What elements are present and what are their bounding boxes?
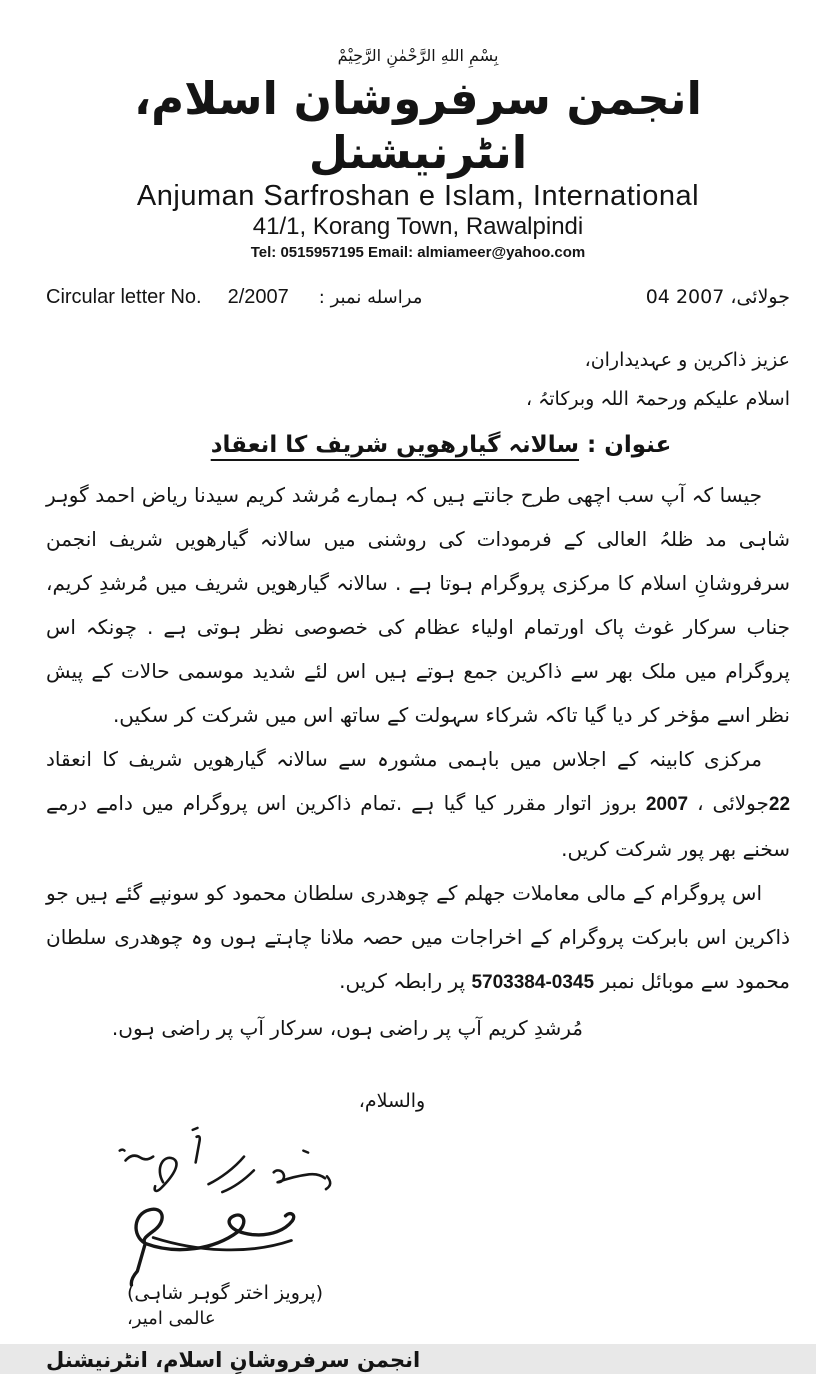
org-contact: Tel: 0515957195 Email: almiameer@yahoo.com [250, 244, 586, 261]
salutation [46, 341, 790, 419]
circular-letter-number: 2/2007 [227, 286, 289, 308]
signature-image [96, 1121, 396, 1279]
signer-org: انجمن سرفروشانِ اسلام، انٹرنیشنل [46, 1348, 421, 1372]
body-paragraph-2-text-end: بروز اتوار مقرر کیا گیا ہے .تمام ذاکرین اس پروگرام میں دامے درمے سخنے بھر پور شرکت کریں. [46, 791, 790, 861]
signer-title: عالمی امیر، [127, 1308, 216, 1329]
subject-text: سالانہ گیارھویں شریف کا انعقاد [210, 432, 580, 458]
letter-date: 04 جولائی، 2007 [645, 286, 790, 308]
circular-letter-label: Circular letter No. [46, 286, 202, 308]
org-title-english: Anjuman Sarfroshan e Islam, International [136, 180, 700, 212]
body-paragraph-3-text: اس پروگرام کے مالی معاملات جھلم کے چوھدری سلطان محمود کو سونپے گئے ہیں جو ذاکرین اس بابرکت پروگرام کے اخراجات میں حصہ ملانا چاہتے ہوں وہ چوھدری سلطان محمود سے موبائل نمبر [46, 881, 790, 993]
signer-block [46, 1281, 790, 1374]
body-paragraph-2 [46, 737, 790, 871]
event-month-text: جولائی ، [688, 791, 769, 815]
signer-name: (پرویز اختر گوہر شاہی) [127, 1282, 324, 1304]
body-paragraph-3 [46, 871, 790, 1005]
bismillah-text: بِسْمِ اللهِ الرَّحْمٰنِ الرَّحِيْمْ [337, 46, 499, 65]
letterhead [46, 46, 790, 262]
body-paragraph-2-text: مرکزی کابینہ کے اجلاس میں باہمی مشورہ سے سالانہ گیارھویں شریف کا انعقاد [46, 747, 762, 771]
salutation-line-1: عزیز ذاکرین و عہدیداران، [584, 349, 790, 371]
org-address: 41/1, Korang Town, Rawalpindi [252, 213, 584, 240]
meta-row [46, 286, 790, 309]
letter-body [46, 473, 790, 1005]
event-day-number: 22 [768, 794, 791, 815]
subject-label: عنوان : [587, 432, 672, 458]
subject-line [69, 427, 813, 463]
walsalam-text: والسلام، [358, 1090, 426, 1112]
circular-letter-group [46, 286, 422, 309]
body-paragraph-1: جیسا کہ آپ سب اچھی طرح جانتے ہیں کہ ہمارے مُرشد کریم سیدنا ریاض احمد گوہر شاہی مد ظلہُ العالی کے فرمودات کی روشنی میں سالانہ گیارھویں شریف انجمن سرفروشانِ اسلام کا مرکزی پروگرام ہوتا ہے . سالانہ گیارھویں شریف میں مُرشدِ کریم، جناب سرکار غوث پاک اورتمام اولیاء عظام کی خصوصی نظر ہوتی ہے . چونکہ اس پروگرام میں ملک بھر سے ذاکرین جمع ہوتے ہیں اس لئے شدید موسمی حالات کے پیش نظر اسے مؤخر کر دیا گیا تاکہ شرکاء سہولت کے ساتھ اس میں شرکت کر سکیں. [46, 483, 790, 727]
contact-phone-number: 0345-5703384 [471, 972, 595, 993]
circular-letter-label-urdu: مراسله نمبر : [318, 287, 423, 308]
body-paragraph-3-text-end: پر رابطہ کریں. [339, 969, 472, 993]
handwritten-signature-svg [96, 1121, 396, 1279]
event-year-number: 2007 [645, 794, 689, 815]
closing-dua: مُرشدِ کریم آپ پر راضی ہوں، سرکار آپ پر راضی ہوں. [111, 1016, 583, 1040]
org-title-urdu: انجمن سرفروشان اسلام، انٹرنیشنل [134, 72, 702, 179]
salutation-line-2: اسلام علیکم ورحمۃ اللہ وبرکاتہُ ، [525, 388, 790, 410]
